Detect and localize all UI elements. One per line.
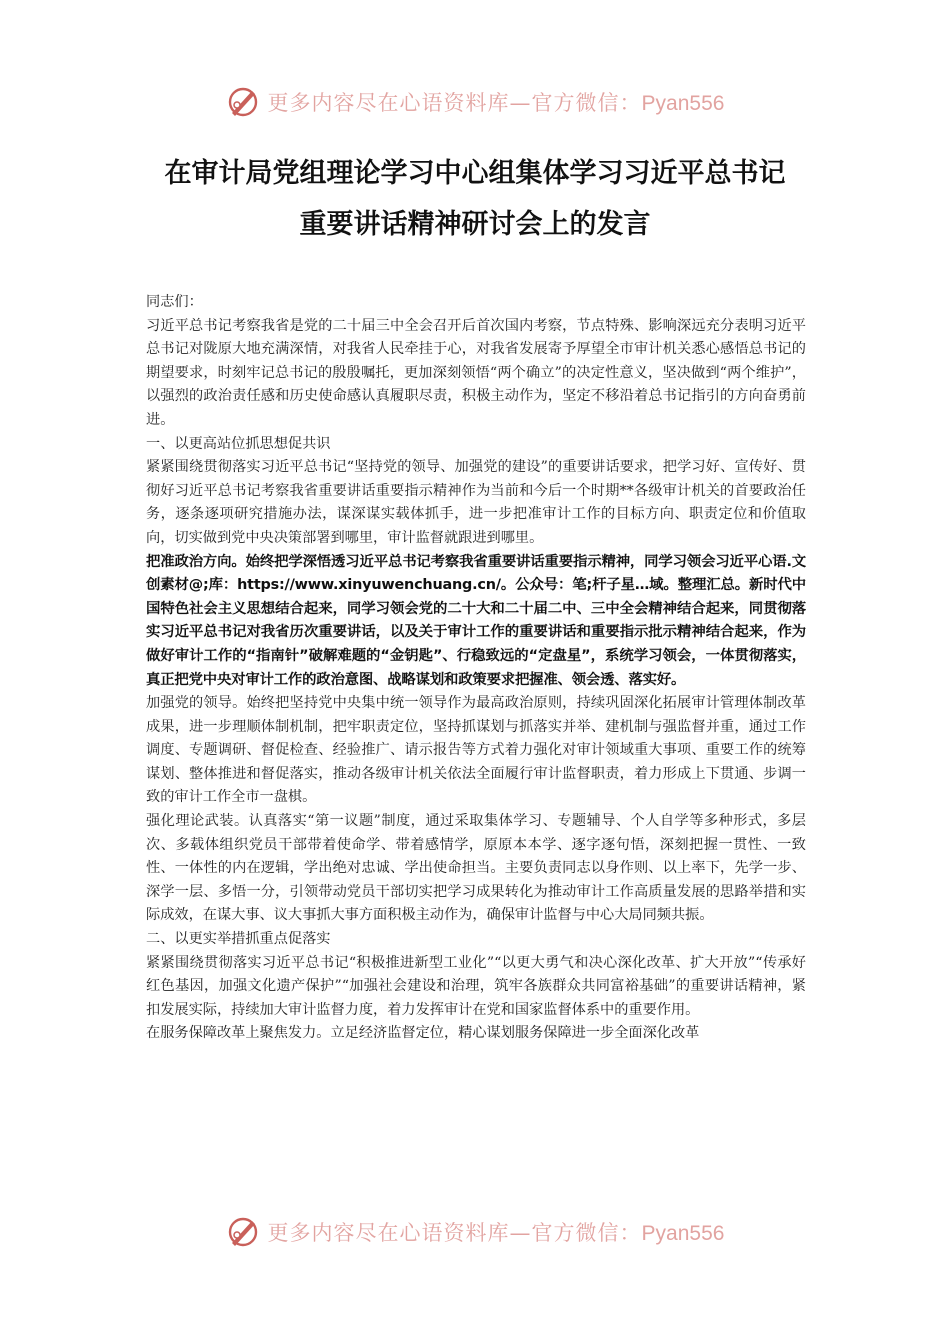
- watermark-text: 更多内容尽在心语资料库—官方微信：Pyan556: [267, 1221, 725, 1245]
- watermark-banner-bottom: [0, 1212, 950, 1252]
- paragraph: 紧紧围绕贯彻落实习近平总书记“积极推进新型工业化”“以更大勇气和决心深化改革、扩大开放”“传承好红色基因，加强文化遗产保护”“加强社会建设和治理，筑牢各族群众共同富裕基础”的重要讲话精神，紧扣发展实际，持续加大审计监督力度，着力发挥审计在党和国家监督体系中的重要作用。: [146, 954, 806, 1018]
- wechat-id: Pyan556: [641, 1222, 725, 1245]
- wechat-id: Pyan556: [641, 92, 725, 115]
- paragraph: 紧紧围绕贯彻落实习近平总书记“坚持党的领导、加强党的建设”的重要讲话要求，把学习好、宣传好、贯彻好习近平总书记考察我省重要讲话重要指示精神作为当前和今后一个时期**各级审计机关的首要政治任务，逐条逐项研究措施办法，谋深谋实载体抓手，进一步把准审计工作的目标方向、职责定位和价值取向，切实做到党中央决策部署到哪里，审计监督就跟进到哪里。: [146, 459, 806, 546]
- watermark-banner-top: [0, 82, 950, 122]
- paragraph: 在服务保障改革上聚焦发力。立足经济监督定位，精心谋划服务保障进一步全面深化改革: [146, 1025, 700, 1042]
- salutation: 同志们：: [146, 294, 203, 310]
- watermark-text: 更多内容尽在心语资料库—官方微信：Pyan556: [267, 91, 725, 115]
- title-line-2: 重要讲话精神研讨会上的发言: [299, 209, 651, 240]
- paragraph: 习近平总书记考察我省是党的二十届三中全会召开后首次国内考察，节点特殊、影响深远充分表明习近平总书记对陇原大地充满深情，对我省人民牵挂于心，对我省发展寄予厚望全市审计机关悉心感悟总书记的期望要求，时刻牢记总书记的殷殷嘱托，更加深刻领悟“两个确立”的决定性意义，坚决做到“两个维护”，以强烈的政治责任感和历史使命感认真履职尽责，积极主动作为，坚定不移沿着总书记指引的方向奋勇前进。: [146, 317, 806, 428]
- pen-ink-logo-icon: [226, 1215, 260, 1249]
- document-title: [0, 148, 950, 250]
- paragraph: 强化理论武装。认真落实“第一议题”制度，通过采取集体学习、专题辅导、个人自学等多种形式，多层次、多载体组织党员干部带着使命学、带着感情学，原原本本学、逐字逐句悟，深刻把握一贯性、一致性、一体性的内在逻辑，学出绝对忠诚、学出使命担当。主要负责同志以身作则、以上率下，先学一步、深学一层、多悟一分，引领带动党员干部切实把学习成果转化为推动审计工作高质量发展的思路举措和实际成效，在谋大事、议大事抓大事方面积极主动作为，确保审计监督与中心大局同频共振。: [146, 813, 806, 924]
- section-heading: 一、以更高站位抓思想促共识: [146, 435, 331, 452]
- title-line-1: 在审计局党组理论学习中心组集体学习习近平总书记: [164, 158, 786, 189]
- paragraph-bold: 把准政治方向。始终把学深悟透习近平总书记考察我省重要讲话重要指示精神，同学习领会习近平心语.文创素材@;库：https://www.xinyuwenchuang.cn/。公众号：笔;杆子星…域。整理汇总。新时代中国特色社会主义思想结合起来，同学习领会党的二十大和二十届二中、三中全会精神结合起来，同贯彻落实习近平总书记对我省历次重要讲话，以及关于审计工作的重要讲话和重要指示批示精神结合起来，作为做好审计工作的“指南针”破解难题的“金钥匙”、行稳致远的“定盘星”，系统学习领会，一体贯彻落实，真正把党中央对审计工作的政治意图、战略谋划和政策要求把握准、领会透、落实好。: [146, 553, 806, 688]
- paragraph: 加强党的领导。始终把坚持党中央集中统一领导作为最高政治原则，持续巩固深化拓展审计管理体制改革成果，进一步理顺体制机制，把牢职责定位，坚持抓谋划与抓落实并举、建机制与强监督并重，通过工作调度、专题调研、督促检查、经验推广、请示报告等方式着力强化对审计领域重大事项、重要工作的统筹谋划、整体推进和督促落实，推动各级审计机关依法全面履行审计监督职责，着力形成上下贯通、步调一致的审计工作全市一盘棋。: [146, 695, 806, 806]
- pen-ink-logo-icon: [226, 85, 260, 119]
- document-body: [146, 291, 806, 1046]
- section-heading: 二、以更实举措抓重点促落实: [146, 931, 331, 948]
